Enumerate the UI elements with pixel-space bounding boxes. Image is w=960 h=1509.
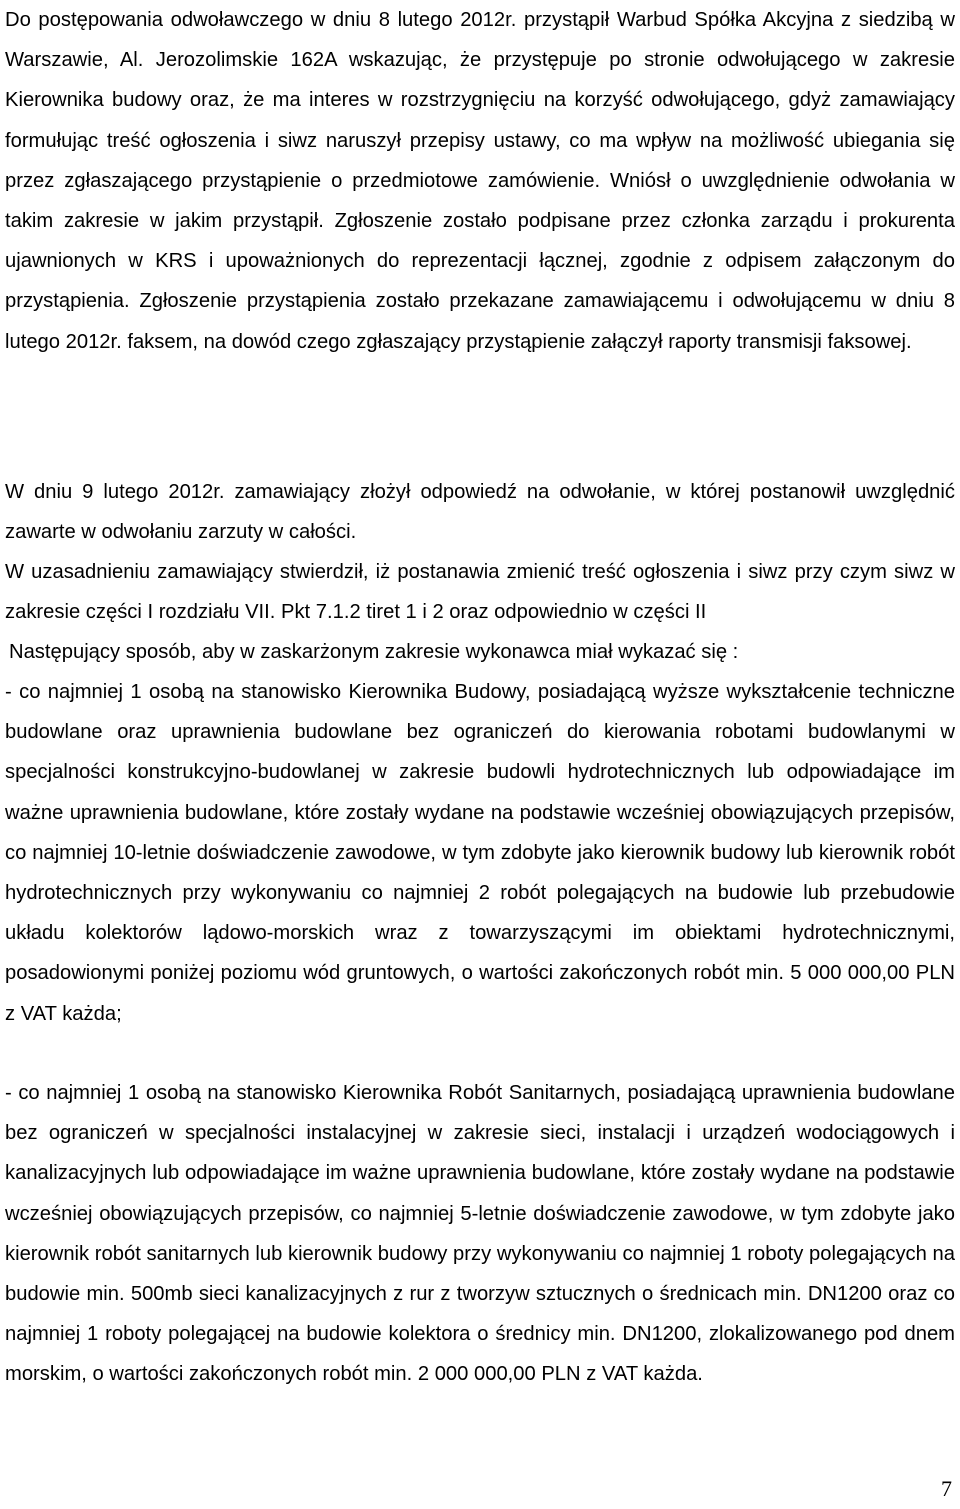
- paragraph-requirements-intro: Następujący sposób, aby w zaskarżonym zakresie wykonawca miał wykazać się :: [9, 641, 739, 663]
- page-number: 7: [941, 1476, 952, 1501]
- paragraph-accession: Do postępowania odwoławczego w dniu 8 lutego 2012r. przystąpił Warbud Spółka Akcyjna z siedzibą w Warszawie, Al. Jerozolimskie 162A wskazując, że przystępuje po stronie odwołującego w zakresie Kierownika budowy oraz, że ma interes w rozstrzygnięciu na korzyść odwołującego, gdyż zamawiający formułując treść ogłoszenia i siwz naruszył przepisy ustawy, co ma wpływ na możliwość ubiegania się przez zgłaszającego przystąpienie o przedmiotowe zamówienie. Wniósł o uwzględnienie odwołania w takim zakresie w jakim przystąpił. Zgłoszenie zostało podpisane przez członka zarządu i prokurenta ujawnionych w KRS i upoważnionych do reprezentacji łącznej, zgodnie z odpisem załączonym do przystąpienia. Zgłoszenie przystąpienia zostało przekazane zamawiającemu i odwołującemu w dniu 8 lutego 2012r. faksem, na dowód czego zgłaszający przystąpienie załączył raporty transmisji faksowej.: [5, 9, 955, 353]
- paragraph-justification: W uzasadnieniu zamawiający stwierdził, iż postanawia zmienić treść ogłoszenia i siwz przy czym siwz w zakresie części I rozdziału VII. Pkt 7.1.2 tiret 1 i 2 oraz odpowiednio w części II: [5, 561, 955, 624]
- paragraph-requirement-sanitary-manager: - co najmniej 1 osobą na stanowisko Kierownika Robót Sanitarnych, posiadającą uprawnienia budowlane bez ograniczeń w specjalności instalacyjnej w zakresie sieci, instalacji i urządzeń wodociągowych i kanalizacyjnych lub odpowiadające im ważne uprawnienia budowlane, które zostały wydane na podstawie wcześniej obowiązujących przepisów, co najmniej 5-letnie doświadczenie zawodowe, w tym zdobyte jako kierownik robót sanitarnych lub kierownik budowy przy wykonywaniu co najmniej 1 roboty polegających na budowie min. 500mb sieci kanalizacyjnych z rur z tworzyw sztucznych o średnicach min. DN1200 oraz co najmniej 1 roboty polegającej na budowie kolektora o średnicy min. DN1200, zlokalizowanego pod dnem morskim, o wartości zakończonych robót min. 2 000 000,00 PLN z VAT każda.: [5, 1082, 955, 1386]
- paragraph-response: W dniu 9 lutego 2012r. zamawiający złożył odpowiedź na odwołanie, w której postanowił uwzględnić zawarte w odwołaniu zarzuty w całości.: [5, 481, 955, 544]
- paragraph-requirement-site-manager: - co najmniej 1 osobą na stanowisko Kierownika Budowy, posiadającą wyższe wykształcenie techniczne budowlane oraz uprawnienia budowlane bez ograniczeń do kierowania robotami budowlanymi w specjalności konstrukcyjno-budowlanej w zakresie budowli hydrotechnicznych lub odpowiadające im ważne uprawnienia budowlane, które zostały wydane na podstawie wcześniej obowiązujących przepisów, co najmniej 10-letnie doświadczenie zawodowe, w tym zdobyte jako kierownik budowy lub kierownik robót hydrotechnicznych przy wykonywaniu co najmniej 2 robót polegających na budowie lub przebudowie układu kolektorów lądowo-morskich wraz z towarzyszącymi im obiektami hydrotechnicznymi, posadowionymi poniżej poziomu wód gruntowych, o wartości zakończonych robót min. 5 000 000,00 PLN z VAT każda;: [5, 681, 955, 1025]
